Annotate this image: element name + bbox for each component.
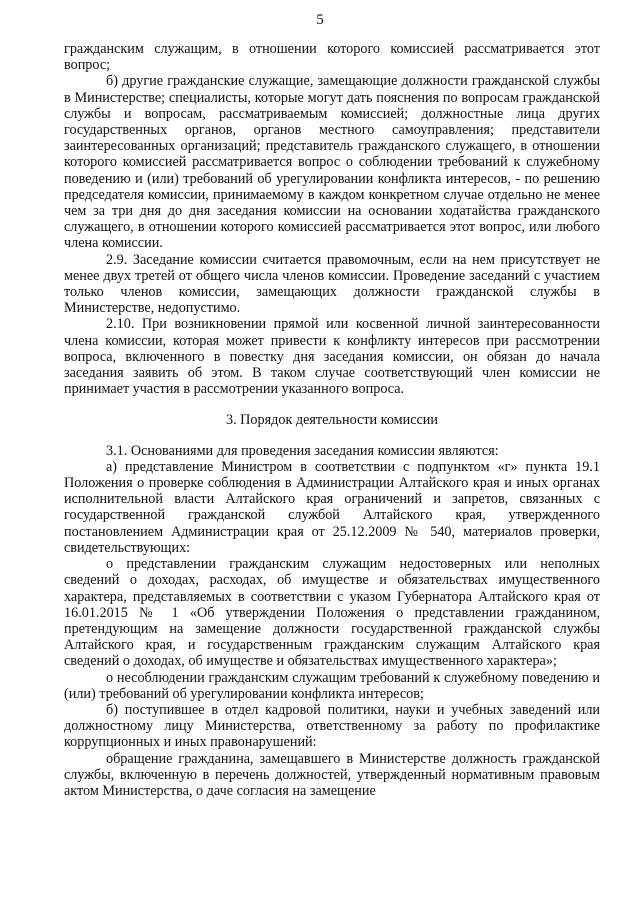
paragraph-item-b-received: б) поступившее в отдел кадровой политики, науки и учебных заведений или должностному лицу Министерства, ответственному за работу по профилактике коррупционных и иных правонарушений: (64, 701, 600, 751)
page-number: 5 (316, 12, 324, 28)
paragraph-3-1: 3.1. Основаниями для проведения заседания комиссии являются: (106, 442, 499, 459)
paragraph-noncompliance: о несоблюдении гражданским служащим требований к служебному поведению и (или) требований об урегулировании конфликта интересов; (64, 669, 600, 702)
paragraph-item-a: а) представление Министром в соответствии с подпунктом «г» пункта 19.1 Положения о проверке соблюдения в Администрации Алтайского края и иных органах исполнительной власти Алтайского края ограничений и запретов, связанных с государственной гражданской службой Алтайского края, утвержденного постановлением Администрации края от 25.12.2009 № 540, материалов проверки, свидетельствующих: (64, 458, 600, 556)
section-heading: 3. Порядок деятельности комиссии (225, 412, 438, 429)
document-body (64, 41, 600, 799)
paragraph-item-b-participants: б) другие гражданские служащие, замещающие должности гражданской службы в Министерстве; специалисты, которые могут дать пояснения по вопросам гражданской службы и вопросам, рассматриваемым комиссией; должностные лица других государственных органов, органов местного самоуправления; представители заинтересованных организаций; представитель гражданского служащего, в отношении которого комиссией рассматривается вопрос о соблюдении требований к служебному поведению и (или) требований об урегулировании конфликта интересов, - по решению председателя комиссии, принимаемому в каждом конкретном случае отдельно не менее чем за три дня до дня заседания комиссии на основании ходатайства гражданского служащего, в отношении которого комиссией рассматривается этот вопрос, или любого члена комиссии. (64, 73, 600, 252)
paragraph-continuation: гражданским служащим, в отношении которого комиссией рассматривается этот вопрос; (64, 41, 600, 74)
paragraph-2-9: 2.9. Заседание комиссии считается правомочным, если на нем присутствует не менее двух третей от общего числа членов комиссии. Проведение заседаний с участием только членов комиссии, замещающих должности гражданской службы в Министерстве, недопустимо. (64, 251, 600, 317)
paragraph-citizen-appeal: обращение гражданина, замещавшего в Министерстве должность гражданской службы, включенную в перечень должностей, утвержденный нормативным правовым актом Министерства, о даче согласия на замещение (64, 750, 600, 799)
paragraph-2-10: 2.10. При возникновении прямой или косвенной личной заинтересованности члена комиссии, которая может привести к конфликту интересов при рассмотрении вопроса, включенного в повестку дня заседания комиссии, он обязан до начала заседания заявить об этом. В таком случае соответствующий член комиссии не принимает участия в рассмотрении указанного вопроса. (64, 316, 600, 398)
paragraph-false-info: о представлении гражданским служащим недостоверных или неполных сведений о доходах, расходах, об имуществе и обязательствах имущественного характера, представляемых в соответствии с указом Губернатора Алтайского края от 16.01.2015 № 1 «Об утверждении Положения о представлении гражданином, претендующим на замещение должности государственной гражданской службы Алтайского края, и государственным гражданским служащим Алтайского края сведений о доходах, об имуществе и обязательствах имущественного характера»; (64, 556, 600, 670)
